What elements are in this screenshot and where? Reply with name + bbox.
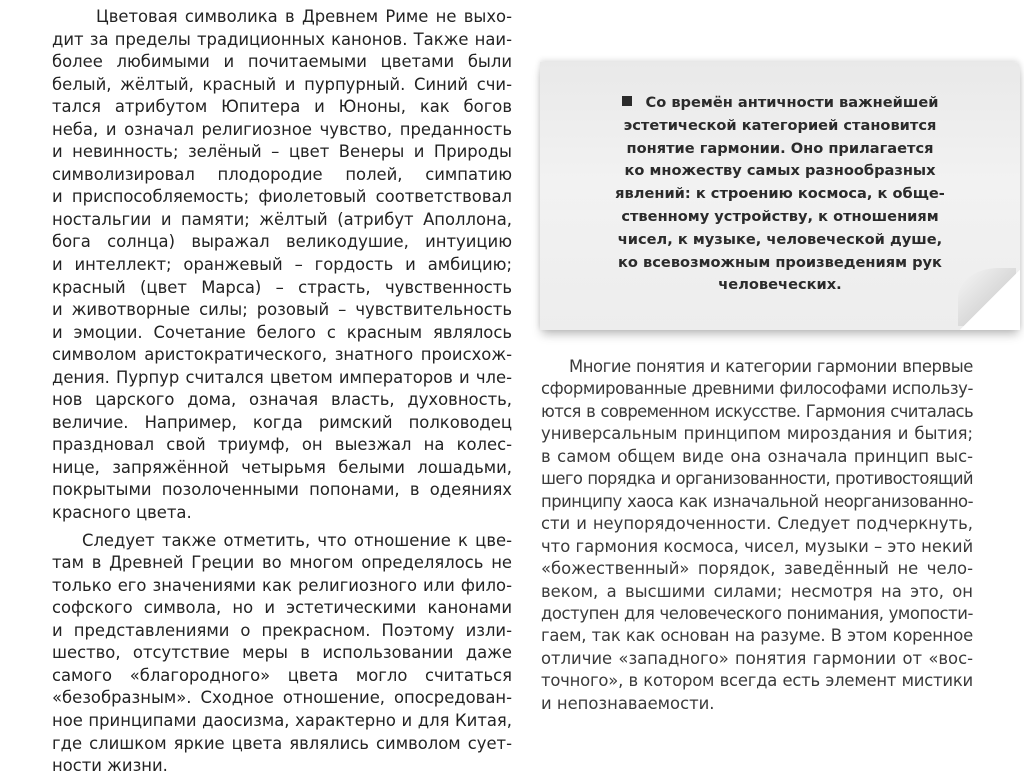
text-line: неба, и означал религиозное чувство, преданность: [52, 119, 512, 139]
callout-box: [540, 62, 1020, 330]
callout-text: [590, 92, 970, 297]
text-line: только его значениями как религиозного или фило-: [52, 575, 512, 595]
text-line: дения. Пурпур считался цветом императоров и чле-: [52, 367, 512, 387]
text-line: сти и неупорядоченности. Следует подчеркнуть,: [541, 514, 973, 534]
callout-line: чисел, к музыке, человеческой душе,: [617, 230, 943, 248]
text-line: дит за пределы традиционных канонов. Также наи-: [52, 29, 512, 49]
text-line: что гармония космоса, чисел, музыки – это некий: [541, 536, 974, 556]
callout-line: человеческих.: [718, 276, 842, 294]
text-line: гаем, так как основан на разуме. В этом коренное: [541, 626, 973, 646]
text-line: нице, запряжённой четырьмя белыми лошадьми,: [52, 457, 512, 477]
text-line: и приспособляемость; фиолетовый соответствовал: [52, 187, 512, 207]
square-bullet-icon: [622, 96, 632, 106]
text-line: бога солнца) выражал великодушие, интуицию: [52, 232, 512, 252]
text-line: самого «благородного» цвета могло считаться: [52, 665, 512, 685]
text-line: тался атрибутом Юпитера и Юноны, как богов: [52, 97, 512, 117]
text-line: и непознаваемости.: [541, 693, 715, 713]
page-curl: [958, 268, 1016, 326]
text-line: белый, жёлтый, красный и пурпурный. Синий счи-: [52, 74, 512, 94]
text-line: и представлениями о прекрасном. Поэтому изли-: [52, 620, 512, 640]
left-column: [52, 6, 512, 778]
text-line: веком, а высшими силами; несмотря на это, он: [541, 581, 973, 601]
text-line: ности жизни.: [52, 756, 168, 776]
text-line: Цветовая символика в Древнем Риме не выхо-: [96, 7, 512, 26]
text-line: покрытыми позолоченными попонами, в одеяниях: [52, 480, 512, 500]
text-line: универсальным принципом мироздания и бытия;: [541, 424, 973, 444]
text-line: принципу хаоса как изначальной неорганизованно-: [541, 491, 973, 511]
callout-line-text: Со времён античности важнейшей: [645, 94, 939, 111]
text-line: там в Древней Греции во многом определялось не: [52, 553, 512, 573]
callout-line: явлений: к строению космоса, к обще-: [615, 185, 945, 203]
text-line: софского символа, но и эстетическими канонами: [52, 598, 512, 618]
text-line: отличие «западного» понятия гармонии от «вос-: [541, 648, 973, 668]
left-paragraph-2: [52, 530, 512, 778]
right-column: [541, 356, 973, 715]
text-line: шего порядка и организованности, противостоящий: [541, 469, 973, 489]
text-line: ное принципами даосизма, характерно и для Китая,: [52, 710, 512, 730]
text-line: символом аристократического, знатного происхож-: [52, 345, 512, 365]
left-paragraph-1: [52, 6, 512, 525]
text-line: праздновал свой триумф, он выезжал на колес-: [52, 435, 512, 455]
text-line: в самом общем виде она означала принцип выс-: [541, 446, 973, 466]
text-line: сформированные древними философами использу-: [541, 379, 973, 399]
text-line: доступен для человеческого понимания, умопости-: [541, 603, 973, 623]
callout-line: эстетической категорией становится: [623, 116, 937, 134]
text-line: и интеллект; оранжевый – гордость и амбицию;: [52, 255, 512, 275]
callout-line: ко множеству самых разнообразных: [624, 162, 936, 180]
text-line: красного цвета.: [52, 503, 192, 523]
text-line: шество, отсутствие меры в использовании даже: [52, 643, 512, 663]
text-line: символизировал плодородие полей, симпатию: [52, 164, 512, 184]
text-line: и животворные силы; розовый – чувствительность: [52, 300, 512, 320]
callout-line: понятие гармонии. Оно прилагается: [626, 139, 934, 157]
text-line: Многие понятия и категории гармонии впервые: [569, 357, 973, 376]
text-line: ются в современном искусстве. Гармония считалась: [541, 401, 973, 421]
text-line: Следует также отметить, что отношение к цве-: [82, 530, 512, 550]
callout-line: ко всевозможным произведениям рук: [618, 253, 942, 271]
callout-line: ственному устройству, к отношениям: [621, 207, 939, 225]
text-line: «божественный» порядок, заведённый не чело-: [541, 559, 973, 579]
text-line: «безобразным». Сходное отношение, опосредован-: [52, 688, 512, 708]
text-line: более любимыми и почитаемыми цветами были: [52, 52, 512, 72]
text-line: ностальгии и памяти; жёлтый (атрибут Аполлона,: [52, 209, 512, 229]
text-line: красный (цвет Марса) – страсть, чувственность: [52, 277, 512, 297]
text-line: величие. Например, когда римский полководец: [52, 412, 512, 432]
text-line: точного», в котором всегда есть элемент мистики: [541, 671, 973, 691]
callout-line: [590, 92, 970, 115]
text-line: и невинность; зелёный – цвет Венеры и Природы: [52, 142, 512, 162]
text-line: и эмоции. Сочетание белого с красным являлось: [52, 322, 512, 342]
text-line: нов царского дома, означая власть, духовность,: [52, 390, 512, 410]
text-line: где слишком яркие цвета являлись символом сует-: [52, 733, 512, 753]
